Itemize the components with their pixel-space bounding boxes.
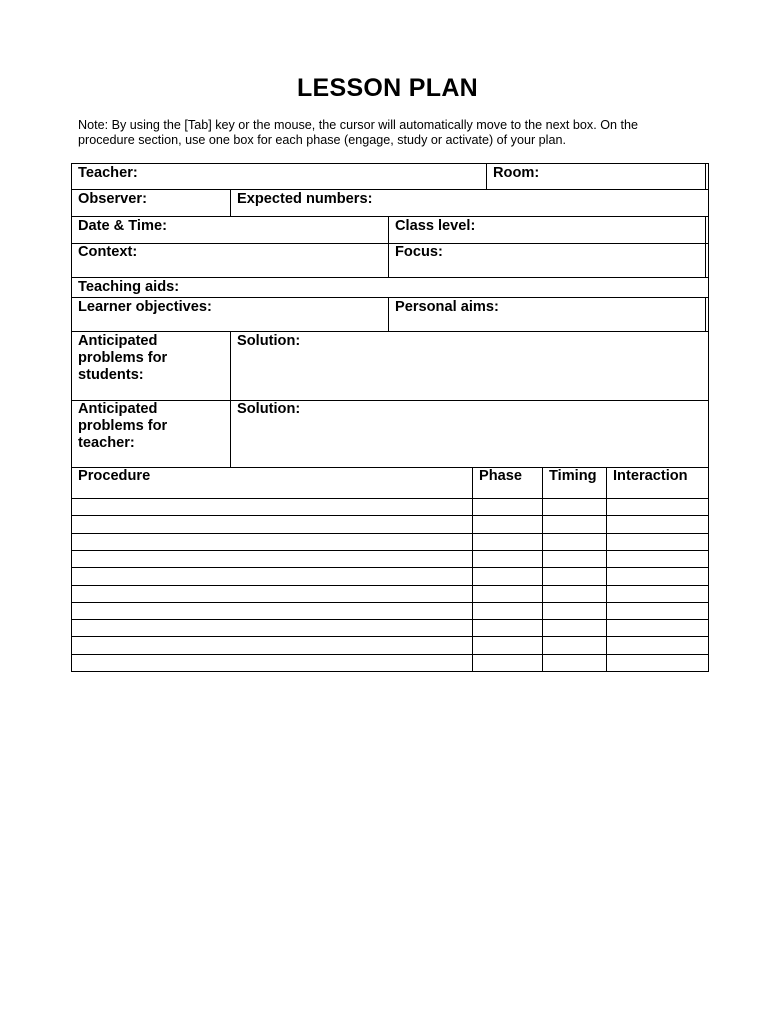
instruction-note: Note: By using the [Tab] key or the mouse, the cursor will automatically move to the next box. On the procedure section, use one box for each phase (engage, study or activate) of your plan.: [78, 118, 638, 147]
phase-cell[interactable]: [474, 551, 540, 566]
timing-cell[interactable]: [544, 516, 604, 531]
interaction-cell[interactable]: [608, 534, 706, 549]
interaction-cell[interactable]: [608, 586, 706, 601]
timing-cell[interactable]: [544, 499, 604, 514]
interaction-cell[interactable]: [608, 655, 706, 670]
timing-cell[interactable]: [544, 568, 604, 583]
procedure-cell[interactable]: [74, 568, 470, 583]
phase-cell[interactable]: [474, 516, 540, 531]
expected-numbers-field[interactable]: Expected numbers:: [237, 191, 373, 207]
interaction-cell[interactable]: [608, 551, 706, 566]
phase-cell[interactable]: [474, 655, 540, 670]
room-field[interactable]: Room:: [493, 165, 540, 181]
interaction-cell[interactable]: [608, 637, 706, 652]
class-level-field[interactable]: Class level:: [395, 218, 476, 234]
procedure-cell[interactable]: [74, 586, 470, 601]
teaching-aids-field[interactable]: Teaching aids:: [78, 279, 180, 295]
page-title: LESSON PLAN: [296, 74, 479, 102]
interaction-cell[interactable]: [608, 568, 706, 583]
procedure-cell[interactable]: [74, 534, 470, 549]
phase-cell[interactable]: [474, 534, 540, 549]
timing-header: Timing: [549, 468, 597, 484]
date-time-field[interactable]: Date & Time:: [78, 218, 167, 234]
interaction-cell[interactable]: [608, 499, 706, 514]
focus-field[interactable]: Focus:: [395, 244, 443, 260]
anticipated-problems-teacher-field[interactable]: Anticipated problems for teacher:: [78, 401, 168, 451]
procedure-cell[interactable]: [74, 499, 470, 514]
procedure-table: [71, 467, 709, 672]
interaction-cell[interactable]: [608, 603, 706, 618]
phase-cell[interactable]: [474, 603, 540, 618]
procedure-cell[interactable]: [74, 603, 470, 618]
procedure-header: Procedure: [78, 468, 151, 484]
procedure-cell[interactable]: [74, 551, 470, 566]
phase-cell[interactable]: [474, 568, 540, 583]
phase-cell[interactable]: [474, 586, 540, 601]
interaction-cell[interactable]: [608, 516, 706, 531]
procedure-cell[interactable]: [74, 655, 470, 670]
timing-cell[interactable]: [544, 620, 604, 635]
phase-cell[interactable]: [474, 620, 540, 635]
timing-cell[interactable]: [544, 551, 604, 566]
timing-cell[interactable]: [544, 637, 604, 652]
interaction-header: Interaction: [613, 468, 688, 484]
timing-cell[interactable]: [544, 586, 604, 601]
procedure-cell[interactable]: [74, 637, 470, 652]
phase-cell[interactable]: [474, 499, 540, 514]
solution-teacher-field[interactable]: Solution:: [237, 401, 301, 417]
personal-aims-field[interactable]: Personal aims:: [395, 299, 499, 315]
lesson-form-table: [71, 163, 709, 468]
procedure-cell[interactable]: [74, 620, 470, 635]
timing-cell[interactable]: [544, 534, 604, 549]
procedure-cell[interactable]: [74, 516, 470, 531]
observer-field[interactable]: Observer:: [78, 191, 147, 207]
context-field[interactable]: Context:: [78, 244, 138, 260]
timing-cell[interactable]: [544, 655, 604, 670]
learner-objectives-field[interactable]: Learner objectives:: [78, 299, 212, 315]
phase-cell[interactable]: [474, 637, 540, 652]
timing-cell[interactable]: [544, 603, 604, 618]
phase-header: Phase: [479, 468, 522, 484]
anticipated-problems-students-field[interactable]: Anticipated problems for students:: [78, 333, 168, 383]
solution-students-field[interactable]: Solution:: [237, 333, 301, 349]
teacher-field[interactable]: Teacher:: [78, 165, 138, 181]
interaction-cell[interactable]: [608, 620, 706, 635]
